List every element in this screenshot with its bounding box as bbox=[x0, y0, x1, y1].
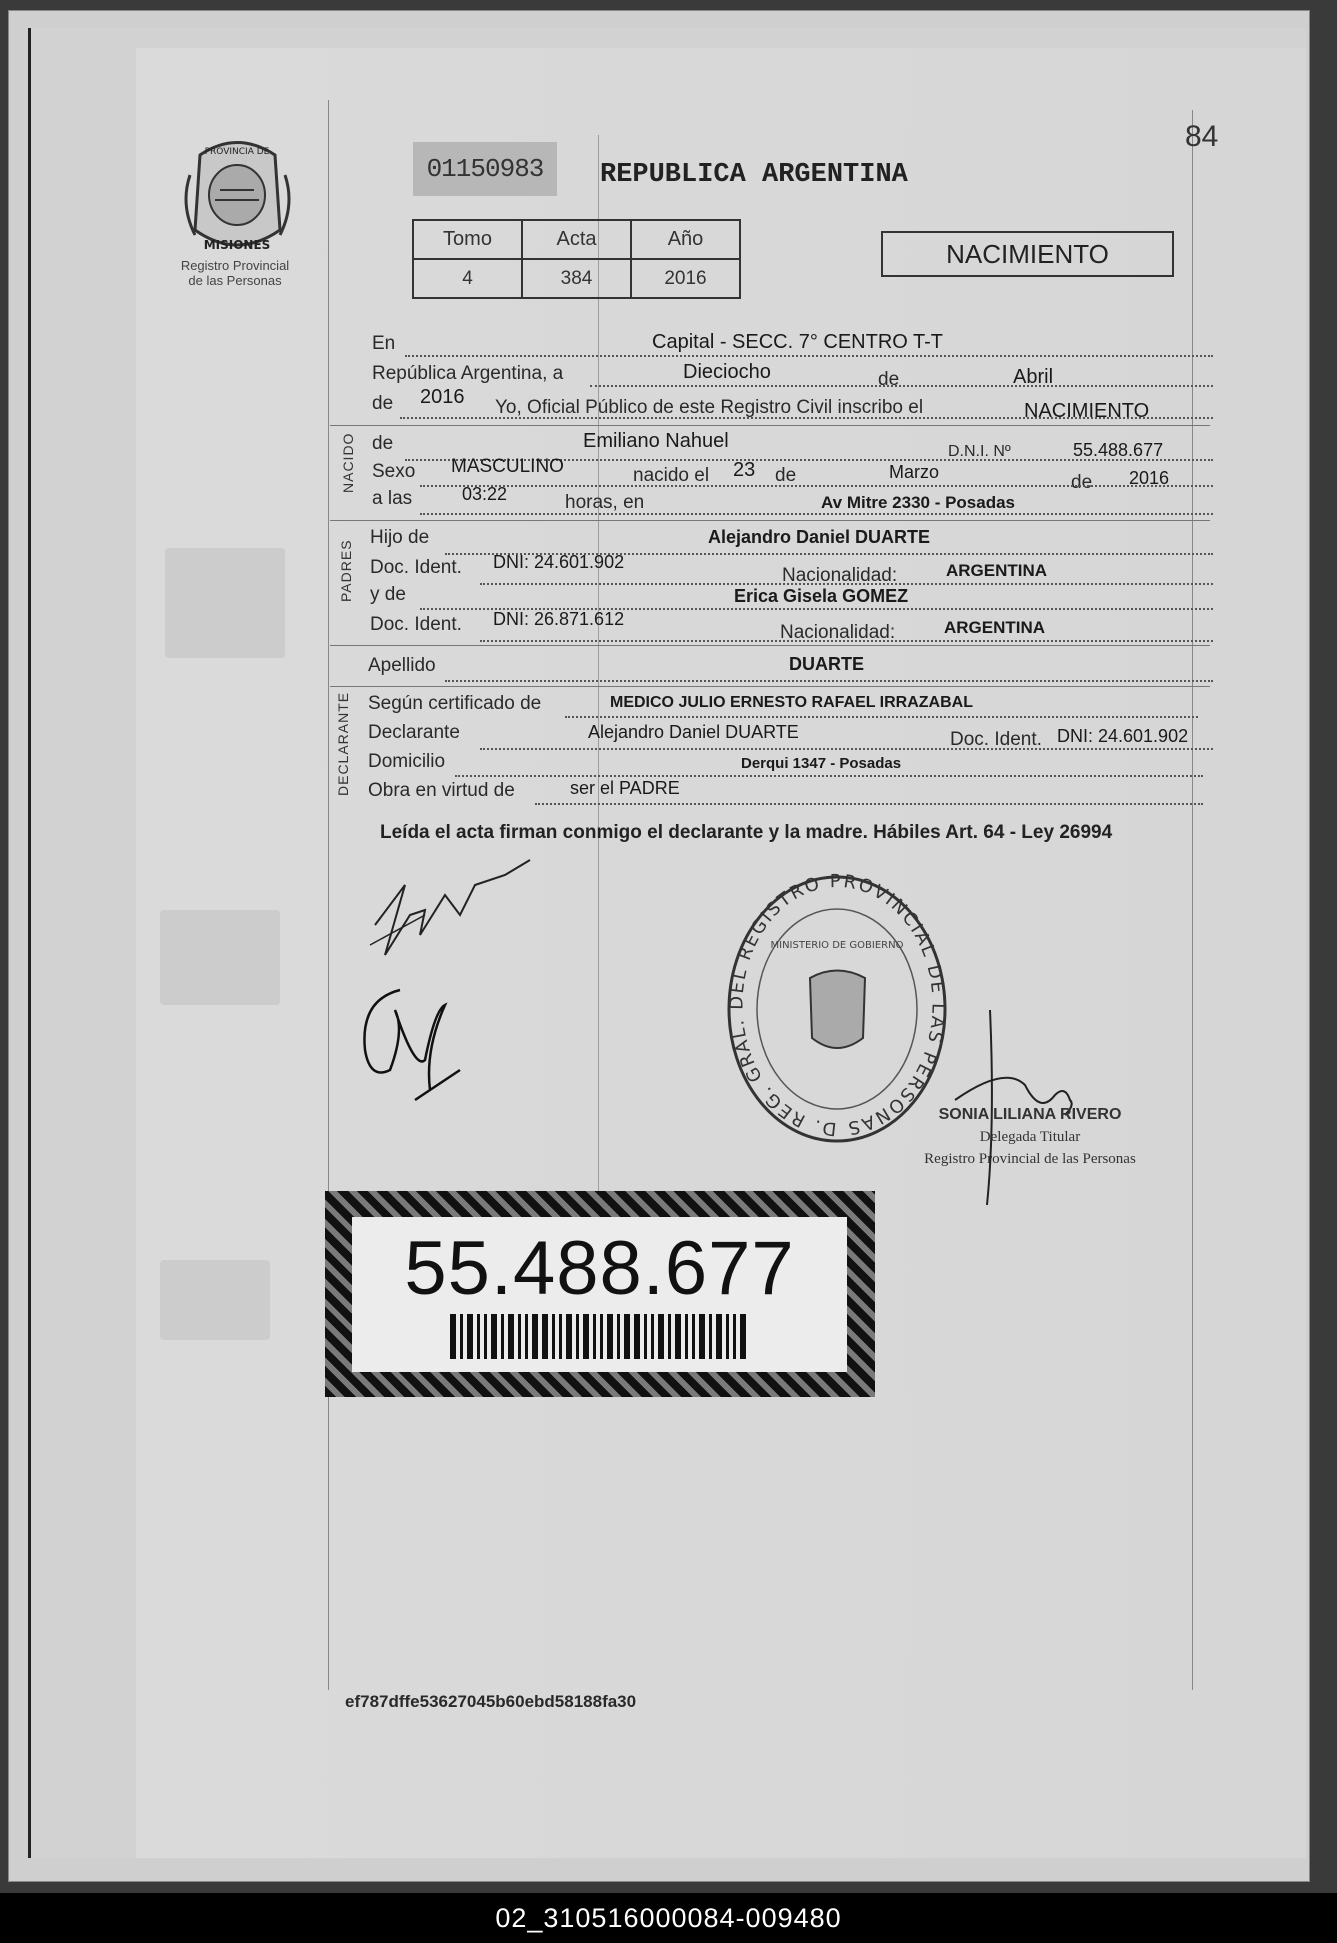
official-office: Registro Provincial de las Personas bbox=[924, 1151, 1136, 1167]
seal-inner-text: MINISTERIO DE GOBIERNO bbox=[770, 940, 904, 951]
birth-day: 23 bbox=[733, 459, 756, 481]
section-divider bbox=[330, 425, 1210, 426]
de-label: de bbox=[372, 433, 394, 454]
registry-value-tomo: 4 bbox=[413, 259, 522, 298]
certificado-label: Según certificado de bbox=[368, 693, 542, 714]
dni-label: D.N.I. Nº bbox=[948, 443, 1011, 460]
section-divider bbox=[330, 686, 1210, 687]
nacionalidad-label: Nacionalidad: bbox=[780, 622, 896, 643]
legal-closing-text: Leída el acta firman conmigo el declarante y la madre. Hábiles Art. 64 - Ley 26994 bbox=[380, 822, 1113, 843]
dotted-line bbox=[420, 513, 1213, 515]
barcode-bars bbox=[450, 1314, 749, 1359]
doc-ident-label: Doc. Ident. bbox=[370, 557, 462, 578]
bleed-through-mark bbox=[160, 910, 280, 1005]
child-dni: 55.488.677 bbox=[1073, 440, 1164, 460]
dotted-line bbox=[565, 716, 1198, 718]
logo-bottom-text: MISIONES bbox=[203, 238, 271, 252]
bleed-through-mark bbox=[165, 548, 285, 658]
doc-ident-label: Doc. Ident. bbox=[950, 729, 1042, 750]
mother-nationality: ARGENTINA bbox=[944, 618, 1046, 637]
a-las-label: a las bbox=[372, 488, 413, 509]
issuer-line-1: Registro Provincial bbox=[180, 258, 290, 273]
dotted-line bbox=[445, 680, 1213, 682]
act-type-box: NACIMIENTO bbox=[881, 231, 1174, 277]
domicilio-label: Domicilio bbox=[368, 751, 446, 772]
registry-header-acta: Acta bbox=[522, 220, 631, 259]
registry-header-tomo: Tomo bbox=[413, 220, 522, 259]
birth-month: Marzo bbox=[889, 462, 940, 482]
de-label: de bbox=[878, 369, 900, 390]
declarant-name: Alejandro Daniel DUARTE bbox=[588, 722, 799, 742]
section-divider bbox=[330, 520, 1210, 521]
mother-signature bbox=[355, 970, 475, 1130]
father-doc: DNI: 24.601.902 bbox=[493, 552, 625, 572]
barcode-number: 55.488.677 bbox=[404, 1226, 795, 1311]
dotted-line bbox=[480, 748, 1213, 750]
nacido-section-label: NACIDO bbox=[340, 432, 356, 493]
father-name: Alejandro Daniel DUARTE bbox=[708, 527, 931, 547]
child-name: Emiliano Nahuel bbox=[583, 430, 729, 452]
official-seal bbox=[725, 873, 950, 1145]
registration-place: Capital - SECC. 7° CENTRO T-T bbox=[652, 331, 944, 353]
seal-ring-text: D. REG. GRAL. DEL REGISTRO PROVINCIAL DE LAS PERSONAS bbox=[726, 873, 949, 1140]
registry-value-ano: 2016 bbox=[631, 259, 740, 298]
registry-header-ano: Año bbox=[631, 220, 740, 259]
birth-year: 2016 bbox=[1129, 468, 1170, 488]
en-label: En bbox=[372, 333, 396, 354]
hijo-de-label: Hijo de bbox=[370, 527, 430, 548]
scan-footer-id: 02_310516000084-009480 bbox=[0, 1893, 1337, 1943]
declarant-doc: DNI: 24.601.902 bbox=[1057, 726, 1189, 746]
serial-number-stamp: 01150983 bbox=[413, 142, 557, 196]
padres-section-label: PADRES bbox=[338, 539, 354, 602]
official-position: Delegada Titular bbox=[979, 1129, 1081, 1145]
provincial-coat-of-arms-logo bbox=[180, 135, 295, 257]
registry-table bbox=[412, 219, 741, 299]
sexo-label: Sexo bbox=[372, 461, 416, 482]
issuer-name bbox=[160, 258, 310, 288]
surname: DUARTE bbox=[789, 654, 864, 674]
logo-top-text: PROVINCIA DE bbox=[204, 147, 270, 157]
declarant-capacity: ser el PADRE bbox=[570, 778, 680, 798]
mother-name: Erica Gisela GOMEZ bbox=[734, 586, 909, 606]
registration-month: Abril bbox=[1013, 366, 1054, 388]
de-label: de bbox=[372, 393, 394, 414]
dotted-line bbox=[535, 803, 1203, 805]
nacionalidad-label: Nacionalidad: bbox=[782, 565, 898, 586]
doc-ident-label: Doc. Ident. bbox=[370, 614, 462, 635]
nacido-el-label: nacido el bbox=[633, 465, 710, 486]
republica-label: República Argentina, a bbox=[372, 363, 564, 384]
medical-certificate: MEDICO JULIO ERNESTO RAFAEL IRRAZABAL bbox=[610, 694, 973, 711]
birth-place: Av Mitre 2330 - Posadas bbox=[821, 493, 1016, 512]
dotted-line bbox=[480, 583, 1213, 585]
bleed-through-mark bbox=[160, 1260, 270, 1340]
horas-label: horas, en bbox=[565, 492, 645, 513]
dotted-line bbox=[480, 640, 1213, 642]
registry-value-acta: 384 bbox=[522, 259, 631, 298]
page-number: 84 bbox=[1185, 120, 1219, 153]
apellido-label: Apellido bbox=[368, 655, 436, 676]
barcode-label bbox=[352, 1217, 847, 1372]
left-margin-rule bbox=[328, 100, 329, 1690]
registration-year: 2016 bbox=[420, 386, 465, 408]
y-de-label: y de bbox=[370, 584, 406, 605]
child-sex: MASCULINO bbox=[451, 456, 564, 477]
document-inner-sheet bbox=[136, 48, 1306, 1858]
father-nationality: ARGENTINA bbox=[946, 561, 1048, 580]
barcode-sticker bbox=[325, 1191, 875, 1397]
dotted-line bbox=[455, 775, 1203, 777]
obra-label: Obra en virtud de bbox=[368, 780, 515, 801]
de-label: de bbox=[775, 465, 797, 486]
official-statement: Yo, Oficial Público de este Registro Civil inscribo el bbox=[495, 397, 924, 418]
right-margin-rule bbox=[1192, 110, 1193, 1690]
dotted-line bbox=[405, 355, 1213, 357]
country-title: REPUBLICA ARGENTINA bbox=[600, 160, 908, 190]
registration-day: Dieciocho bbox=[683, 361, 771, 383]
address: Derqui 1347 - Posadas bbox=[741, 755, 902, 772]
declarante-label: Declarante bbox=[368, 722, 460, 743]
official-name: SONIA LILIANA RIVERO bbox=[938, 1106, 1122, 1123]
de-label: de bbox=[1071, 472, 1093, 493]
document-hash: ef787dffe53627045b60ebd58188fa30 bbox=[345, 1692, 637, 1711]
section-divider bbox=[330, 645, 1210, 646]
declarant-signature bbox=[365, 855, 535, 965]
dotted-line bbox=[590, 385, 1213, 387]
issuer-line-2: de las Personas bbox=[188, 273, 282, 288]
inscribed-act: NACIMIENTO bbox=[1024, 400, 1150, 422]
dotted-line bbox=[420, 485, 1213, 487]
mother-doc: DNI: 26.871.612 bbox=[493, 609, 625, 629]
declarante-section-label: DECLARANTE bbox=[335, 691, 351, 796]
birth-time: 03:22 bbox=[462, 484, 508, 504]
